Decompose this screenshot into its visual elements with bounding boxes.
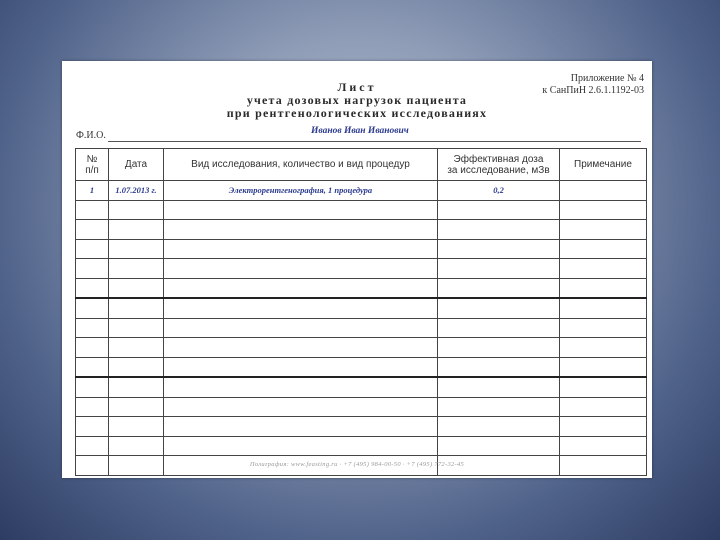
header-date: Дата — [109, 149, 164, 181]
empty-cell — [76, 259, 109, 279]
appendix-regulation: к СанПиН 2.6.1.1192-03 — [542, 85, 644, 96]
empty-cell — [438, 436, 560, 456]
empty-cell — [76, 397, 109, 417]
empty-cell — [164, 298, 438, 318]
header-dose-line2: за исследование, мЗв — [447, 164, 550, 176]
empty-cell — [560, 259, 647, 279]
empty-cell — [109, 357, 164, 377]
table-row — [76, 377, 647, 397]
empty-cell — [164, 377, 438, 397]
empty-cell — [438, 259, 560, 279]
empty-cell — [438, 377, 560, 397]
empty-cell — [438, 357, 560, 377]
empty-cell — [76, 278, 109, 298]
empty-cell — [438, 200, 560, 220]
empty-cell — [438, 338, 560, 358]
table-row — [76, 436, 647, 456]
empty-cell — [76, 357, 109, 377]
empty-cell — [438, 298, 560, 318]
empty-cell — [109, 436, 164, 456]
empty-cell — [76, 220, 109, 240]
title-line-2: учета дозовых нагрузок пациента — [246, 93, 468, 107]
table-row — [76, 397, 647, 417]
empty-cell — [109, 298, 164, 318]
table-row — [76, 417, 647, 437]
appendix-number: Приложение № 4 — [570, 73, 644, 84]
header-dose — [438, 149, 560, 181]
header-number-line2: п/п — [85, 164, 99, 176]
empty-cell — [560, 318, 647, 338]
table-row — [76, 298, 647, 318]
empty-cell — [109, 338, 164, 358]
title-line-3: при рентгенологических исследованиях — [226, 106, 488, 120]
empty-cell — [438, 397, 560, 417]
empty-cell — [164, 318, 438, 338]
empty-cell — [164, 239, 438, 259]
empty-cell — [109, 220, 164, 240]
empty-cell — [76, 436, 109, 456]
empty-cell — [560, 397, 647, 417]
header-note: Примечание — [560, 149, 647, 181]
empty-cell — [76, 239, 109, 259]
empty-cell — [76, 200, 109, 220]
header-number-line1: № — [86, 153, 98, 165]
empty-cell — [164, 220, 438, 240]
empty-cell — [109, 318, 164, 338]
patient-name-row — [76, 126, 641, 142]
empty-cell — [164, 259, 438, 279]
empty-cell — [560, 298, 647, 318]
empty-cell — [109, 239, 164, 259]
empty-cell — [76, 298, 109, 318]
empty-cell — [164, 357, 438, 377]
empty-cell — [109, 259, 164, 279]
empty-cell — [560, 200, 647, 220]
empty-cell — [560, 377, 647, 397]
empty-cell — [76, 318, 109, 338]
empty-cell — [109, 200, 164, 220]
empty-cell — [438, 318, 560, 338]
empty-cell — [109, 397, 164, 417]
empty-cell — [109, 377, 164, 397]
empty-cell — [560, 220, 647, 240]
empty-cell — [438, 278, 560, 298]
empty-cell — [560, 239, 647, 259]
empty-cell — [560, 338, 647, 358]
cell-exam: Электрорентгенография, 1 процедура — [164, 181, 438, 201]
header-dose-line1: Эффективная доза — [453, 153, 544, 165]
fio-label: Ф.И.О. — [76, 130, 106, 141]
cell-number: 1 — [76, 181, 109, 201]
table-row — [76, 239, 647, 259]
empty-cell — [76, 377, 109, 397]
log-sheet — [62, 61, 652, 478]
empty-cell — [164, 338, 438, 358]
document-title — [62, 81, 652, 120]
empty-cell — [164, 436, 438, 456]
fio-value: Иванов Иван Иванович — [311, 126, 409, 136]
table-row — [76, 259, 647, 279]
empty-cell — [560, 278, 647, 298]
cell-dose: 0,2 — [438, 181, 560, 201]
fio-underline — [108, 141, 641, 142]
table-row — [76, 278, 647, 298]
table-row — [76, 338, 647, 358]
table-row — [76, 357, 647, 377]
title-line-1: Лист — [337, 80, 377, 94]
dose-log-table — [75, 148, 647, 476]
table-row — [76, 200, 647, 220]
header-number — [76, 149, 109, 181]
empty-cell — [560, 357, 647, 377]
empty-cell — [109, 417, 164, 437]
empty-cell — [438, 239, 560, 259]
table-row — [76, 181, 647, 201]
empty-cell — [109, 278, 164, 298]
empty-cell — [164, 278, 438, 298]
empty-cell — [438, 220, 560, 240]
printer-footer: Полиграфия: www.feasting.ru · +7 (495) 984-00-50 · +7 (495) 772-32-45 — [249, 461, 465, 468]
empty-cell — [164, 397, 438, 417]
table-header-row — [76, 149, 647, 181]
cell-date: 1.07.2013 г. — [109, 181, 164, 201]
empty-cell — [76, 417, 109, 437]
empty-cell — [76, 338, 109, 358]
empty-cell — [560, 436, 647, 456]
table-row — [76, 220, 647, 240]
cell-note — [560, 181, 647, 201]
table-row — [76, 318, 647, 338]
empty-cell — [164, 417, 438, 437]
empty-cell — [438, 417, 560, 437]
empty-cell — [560, 417, 647, 437]
empty-cell — [164, 200, 438, 220]
header-exam: Вид исследования, количество и вид процедур — [164, 149, 438, 181]
